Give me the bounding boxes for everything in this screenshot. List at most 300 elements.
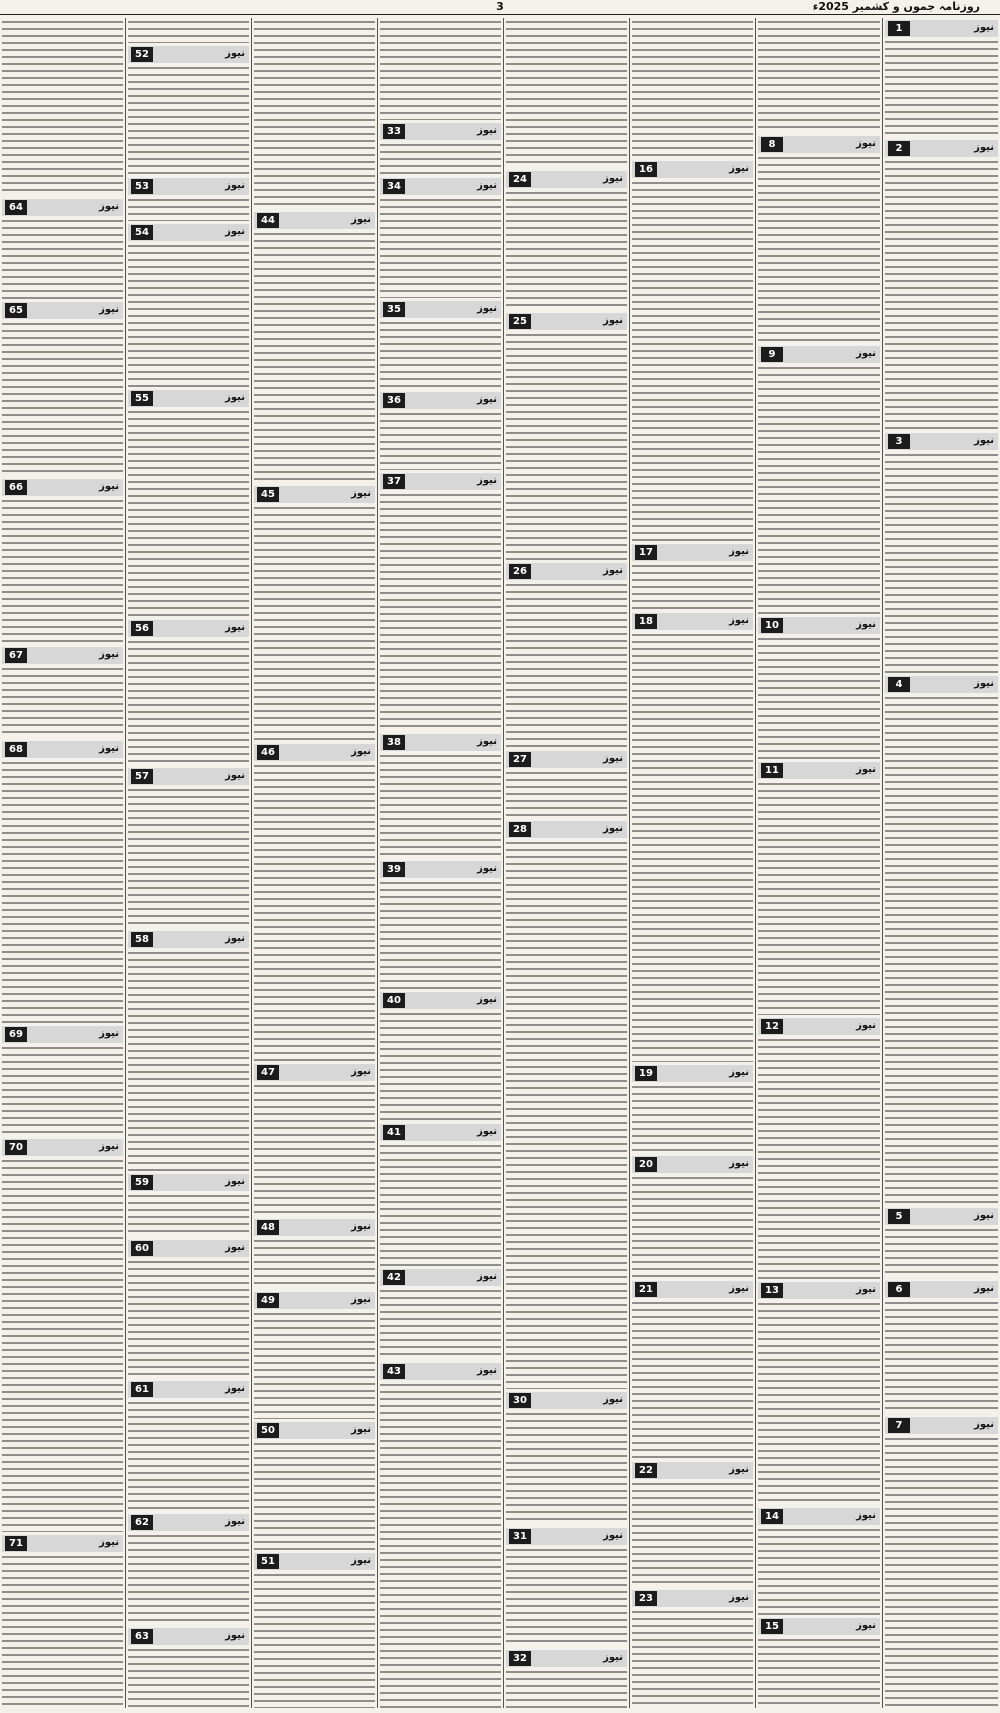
item-keyword: نیوز (974, 1419, 994, 1430)
item-number: 21 (635, 1282, 657, 1297)
item-heading (506, 563, 627, 580)
item-keyword: نیوز (974, 1283, 994, 1294)
item-number: 3 (888, 434, 910, 449)
item-keyword: نیوز (729, 615, 749, 626)
item-text (380, 141, 501, 175)
news-item (885, 433, 998, 673)
news-item (380, 1363, 501, 1708)
news-item (506, 751, 627, 818)
news-item (506, 563, 627, 748)
item-number: 58 (131, 932, 153, 947)
item-heading (506, 821, 627, 838)
item-keyword: نیوز (729, 1158, 749, 1169)
item-text (128, 949, 249, 1171)
item-heading (128, 1240, 249, 1257)
item-keyword: نیوز (225, 180, 245, 191)
item-number: 16 (635, 162, 657, 177)
item-number: 27 (509, 752, 531, 767)
item-keyword: نیوز (603, 753, 623, 764)
item-keyword: نیوز (729, 1283, 749, 1294)
item-number: 47 (257, 1065, 279, 1080)
item-heading (2, 1026, 123, 1043)
item-number: 34 (383, 179, 405, 194)
news-item (885, 1417, 998, 1707)
item-keyword: نیوز (477, 303, 497, 314)
item-heading (632, 613, 753, 630)
item-keyword: نیوز (351, 1555, 371, 1566)
item-text (254, 1440, 375, 1550)
item-heading (128, 931, 249, 948)
item-keyword: نیوز (974, 142, 994, 153)
item-text (632, 631, 753, 1062)
item-number: 11 (761, 763, 783, 778)
item-text (758, 780, 880, 1015)
item-heading (632, 544, 753, 561)
news-item (632, 544, 753, 610)
item-keyword: نیوز (856, 348, 876, 359)
column-rule (503, 18, 504, 1708)
item-keyword: نیوز (351, 1424, 371, 1435)
item-text (632, 179, 753, 541)
news-item (632, 613, 753, 1062)
news-item (758, 1282, 880, 1505)
item-text (506, 1546, 627, 1647)
item-text (758, 18, 880, 133)
item-heading (885, 676, 998, 693)
column-rule (125, 18, 126, 1708)
column-h (2, 18, 123, 1708)
news-item (254, 1064, 375, 1216)
news-item (128, 931, 249, 1171)
item-heading (380, 861, 501, 878)
item-text (632, 18, 753, 158)
item-text (632, 1480, 753, 1587)
news-item (885, 1208, 998, 1278)
item-number: 28 (509, 822, 531, 837)
item-keyword: نیوز (477, 736, 497, 747)
item-heading (506, 313, 627, 330)
item-keyword: نیوز (603, 1652, 623, 1663)
item-number: 26 (509, 564, 531, 579)
item-number: 10 (761, 618, 783, 633)
news-item (758, 136, 880, 343)
item-heading (254, 744, 375, 761)
item-heading (128, 1514, 249, 1531)
item-heading (885, 433, 998, 450)
item-text (254, 1571, 375, 1708)
item-keyword: نیوز (974, 435, 994, 446)
item-text (2, 18, 123, 196)
item-keyword: نیوز (603, 1394, 623, 1405)
item-text (758, 1036, 880, 1279)
item-number: 18 (635, 614, 657, 629)
item-keyword: نیوز (99, 1141, 119, 1152)
item-text (254, 504, 375, 741)
item-number: 61 (131, 1382, 153, 1397)
news-item (2, 647, 123, 738)
item-number: 8 (761, 137, 783, 152)
item-keyword: نیوز (351, 1294, 371, 1305)
news-item (128, 1628, 249, 1708)
item-heading (254, 1219, 375, 1236)
news-item (254, 486, 375, 741)
item-heading (758, 762, 880, 779)
item-text (506, 331, 627, 560)
item-heading (254, 1553, 375, 1570)
news-item (758, 1018, 880, 1279)
item-heading (506, 1392, 627, 1409)
item-keyword: نیوز (99, 481, 119, 492)
item-keyword: نیوز (603, 315, 623, 326)
column-rule (755, 18, 756, 1708)
item-number: 19 (635, 1066, 657, 1081)
item-keyword: نیوز (99, 1028, 119, 1039)
news-item (632, 161, 753, 541)
item-heading (506, 171, 627, 188)
news-item (885, 1281, 998, 1414)
item-number: 57 (131, 769, 153, 784)
item-heading (758, 617, 880, 634)
item-text (885, 1226, 998, 1278)
news-item (2, 1026, 123, 1136)
item-keyword: نیوز (477, 863, 497, 874)
item-text (2, 665, 123, 738)
item-heading (632, 1462, 753, 1479)
item-heading (632, 161, 753, 178)
item-keyword: نیوز (603, 1530, 623, 1541)
item-keyword: نیوز (351, 1221, 371, 1232)
item-number: 54 (131, 225, 153, 240)
item-keyword: نیوز (974, 22, 994, 33)
item-text (254, 230, 375, 483)
item-heading (254, 1292, 375, 1309)
item-text (380, 879, 501, 989)
item-number: 31 (509, 1529, 531, 1544)
news-item (128, 768, 249, 928)
news-item (506, 1650, 627, 1708)
item-keyword: نیوز (856, 1020, 876, 1031)
item-text (632, 562, 753, 610)
item-heading (128, 178, 249, 195)
item-text (758, 1300, 880, 1505)
item-heading (758, 1282, 880, 1299)
news-item (128, 46, 249, 175)
news-item (380, 18, 501, 120)
item-number: 48 (257, 1220, 279, 1235)
item-number: 59 (131, 1175, 153, 1190)
news-item (506, 313, 627, 560)
news-item (380, 392, 501, 470)
news-item (380, 734, 501, 858)
item-keyword: نیوز (856, 764, 876, 775)
item-number: 13 (761, 1283, 783, 1298)
item-number: 67 (5, 648, 27, 663)
item-text (380, 1010, 501, 1121)
news-item (758, 617, 880, 759)
news-item (380, 1124, 501, 1266)
item-number: 56 (131, 621, 153, 636)
item-heading (885, 20, 998, 37)
item-heading (380, 392, 501, 409)
item-text (506, 1410, 627, 1525)
item-text (632, 1083, 753, 1153)
item-text (506, 581, 627, 748)
item-text (506, 1668, 627, 1708)
news-item (632, 1590, 753, 1708)
item-keyword: نیوز (729, 546, 749, 557)
item-number: 15 (761, 1619, 783, 1634)
item-number: 45 (257, 487, 279, 502)
item-keyword: نیوز (225, 933, 245, 944)
item-number: 25 (509, 314, 531, 329)
item-heading (128, 620, 249, 637)
item-text (128, 1258, 249, 1378)
page-number: 3 (496, 0, 504, 13)
item-number: 9 (761, 347, 783, 362)
item-text (2, 320, 123, 476)
news-item (758, 1508, 880, 1615)
item-keyword: نیوز (603, 565, 623, 576)
item-text (380, 319, 501, 389)
item-heading (632, 1065, 753, 1082)
item-number: 44 (257, 213, 279, 228)
item-keyword: نیوز (974, 678, 994, 689)
item-number: 65 (5, 303, 27, 318)
item-text (128, 1646, 249, 1708)
item-text (885, 1435, 998, 1707)
item-number: 70 (5, 1140, 27, 1155)
item-keyword: نیوز (603, 823, 623, 834)
item-text (506, 839, 627, 1389)
item-text (254, 18, 375, 209)
item-text (128, 64, 249, 175)
item-text (758, 1636, 880, 1708)
item-number: 62 (131, 1515, 153, 1530)
news-item (506, 1528, 627, 1647)
news-item (128, 178, 249, 221)
item-text (380, 752, 501, 858)
news-item (2, 199, 123, 299)
item-keyword: نیوز (99, 304, 119, 315)
item-heading (254, 212, 375, 229)
item-keyword: نیوز (225, 1630, 245, 1641)
news-item (885, 20, 998, 137)
item-text (758, 1526, 880, 1615)
item-text (380, 491, 501, 731)
item-keyword: نیوز (477, 394, 497, 405)
item-number: 37 (383, 474, 405, 489)
item-number: 40 (383, 993, 405, 1008)
item-heading (885, 140, 998, 157)
news-item (2, 1535, 123, 1708)
item-keyword: نیوز (351, 1066, 371, 1077)
item-text (506, 769, 627, 818)
news-item (506, 821, 627, 1389)
news-item (632, 1065, 753, 1153)
item-heading (380, 1363, 501, 1380)
item-text (380, 196, 501, 298)
item-number: 51 (257, 1554, 279, 1569)
news-item (506, 171, 627, 310)
item-heading (128, 46, 249, 63)
item-heading (380, 473, 501, 490)
item-heading (254, 1064, 375, 1081)
item-text (885, 38, 998, 137)
item-heading (128, 1381, 249, 1398)
item-keyword: نیوز (477, 1365, 497, 1376)
news-item (128, 620, 249, 765)
item-number: 60 (131, 1241, 153, 1256)
news-item (2, 479, 123, 644)
item-text (128, 242, 249, 387)
item-heading (128, 1174, 249, 1191)
item-number: 38 (383, 735, 405, 750)
column-rule (882, 18, 883, 1708)
news-item (380, 178, 501, 298)
news-item (254, 1292, 375, 1419)
item-text (2, 1553, 123, 1708)
item-keyword: نیوز (856, 1284, 876, 1295)
item-text (128, 1192, 249, 1237)
item-number: 35 (383, 302, 405, 317)
item-keyword: نیوز (351, 488, 371, 499)
item-heading (380, 734, 501, 751)
item-heading (380, 992, 501, 1009)
item-number: 64 (5, 200, 27, 215)
item-heading (380, 1124, 501, 1141)
item-keyword: نیوز (225, 1242, 245, 1253)
item-text (128, 638, 249, 765)
news-item (128, 1514, 249, 1625)
dateline: روزنامہ جموں و کشمیر 2025ء (812, 0, 980, 13)
item-heading (2, 1535, 123, 1552)
item-keyword: نیوز (477, 475, 497, 486)
news-item (758, 18, 880, 133)
item-number: 55 (131, 391, 153, 406)
item-heading (758, 346, 880, 363)
news-item (2, 18, 123, 196)
item-number: 49 (257, 1293, 279, 1308)
column-a (885, 18, 998, 1708)
column-c (632, 18, 753, 1708)
item-keyword: نیوز (225, 48, 245, 59)
news-item (506, 18, 627, 168)
item-keyword: نیوز (856, 619, 876, 630)
item-text (632, 1608, 753, 1708)
item-heading (885, 1208, 998, 1225)
item-keyword: نیوز (477, 125, 497, 136)
column-g (128, 18, 249, 1708)
item-text (128, 196, 249, 221)
item-number: 69 (5, 1027, 27, 1042)
news-item (380, 992, 501, 1121)
item-keyword: نیوز (477, 994, 497, 1005)
item-text (2, 1044, 123, 1136)
item-heading (758, 136, 880, 153)
item-keyword: نیوز (856, 138, 876, 149)
item-text (506, 189, 627, 310)
item-text (885, 158, 998, 430)
item-heading (758, 1618, 880, 1635)
page-header (0, 0, 1000, 15)
item-number: 1 (888, 21, 910, 36)
item-keyword: نیوز (225, 770, 245, 781)
item-number: 30 (509, 1393, 531, 1408)
news-item (380, 861, 501, 989)
item-number: 6 (888, 1282, 910, 1297)
news-item (128, 1381, 249, 1511)
item-keyword: نیوز (603, 173, 623, 184)
item-keyword: نیوز (225, 1383, 245, 1394)
item-number: 20 (635, 1157, 657, 1172)
item-number: 52 (131, 47, 153, 62)
item-text (885, 694, 998, 1205)
item-number: 5 (888, 1209, 910, 1224)
item-text (506, 18, 627, 168)
item-heading (128, 224, 249, 241)
item-keyword: نیوز (729, 1464, 749, 1475)
item-keyword: نیوز (351, 214, 371, 225)
item-number: 33 (383, 124, 405, 139)
item-text (380, 1287, 501, 1360)
news-item (380, 473, 501, 731)
news-item (380, 123, 501, 175)
item-text (380, 1381, 501, 1708)
news-item (128, 1240, 249, 1378)
news-item (254, 18, 375, 209)
news-item (128, 224, 249, 387)
item-keyword: نیوز (99, 743, 119, 754)
item-heading (632, 1281, 753, 1298)
news-item (2, 741, 123, 1023)
item-heading (506, 1528, 627, 1545)
item-keyword: نیوز (856, 1620, 876, 1631)
item-number: 7 (888, 1418, 910, 1433)
news-item (632, 18, 753, 158)
item-text (758, 154, 880, 343)
item-heading (885, 1281, 998, 1298)
item-keyword: نیوز (729, 1067, 749, 1078)
item-number: 68 (5, 742, 27, 757)
item-heading (380, 178, 501, 195)
item-number: 4 (888, 677, 910, 692)
item-heading (506, 1650, 627, 1667)
item-number: 24 (509, 172, 531, 187)
item-number: 43 (383, 1364, 405, 1379)
column-d (506, 18, 627, 1708)
item-text (2, 217, 123, 299)
news-item (758, 346, 880, 614)
news-item (758, 1618, 880, 1708)
item-heading (2, 302, 123, 319)
news-item (380, 301, 501, 389)
news-item (254, 1219, 375, 1289)
item-keyword: نیوز (974, 1210, 994, 1221)
item-text (254, 762, 375, 1061)
news-item (632, 1281, 753, 1459)
item-text (128, 408, 249, 617)
column-e (380, 18, 501, 1708)
news-item (128, 390, 249, 617)
news-item (506, 1392, 627, 1525)
item-keyword: نیوز (99, 201, 119, 212)
column-f (254, 18, 375, 1708)
item-text (128, 1399, 249, 1511)
item-number: 23 (635, 1591, 657, 1606)
item-text (2, 1157, 123, 1532)
item-heading (2, 199, 123, 216)
item-heading (128, 1628, 249, 1645)
